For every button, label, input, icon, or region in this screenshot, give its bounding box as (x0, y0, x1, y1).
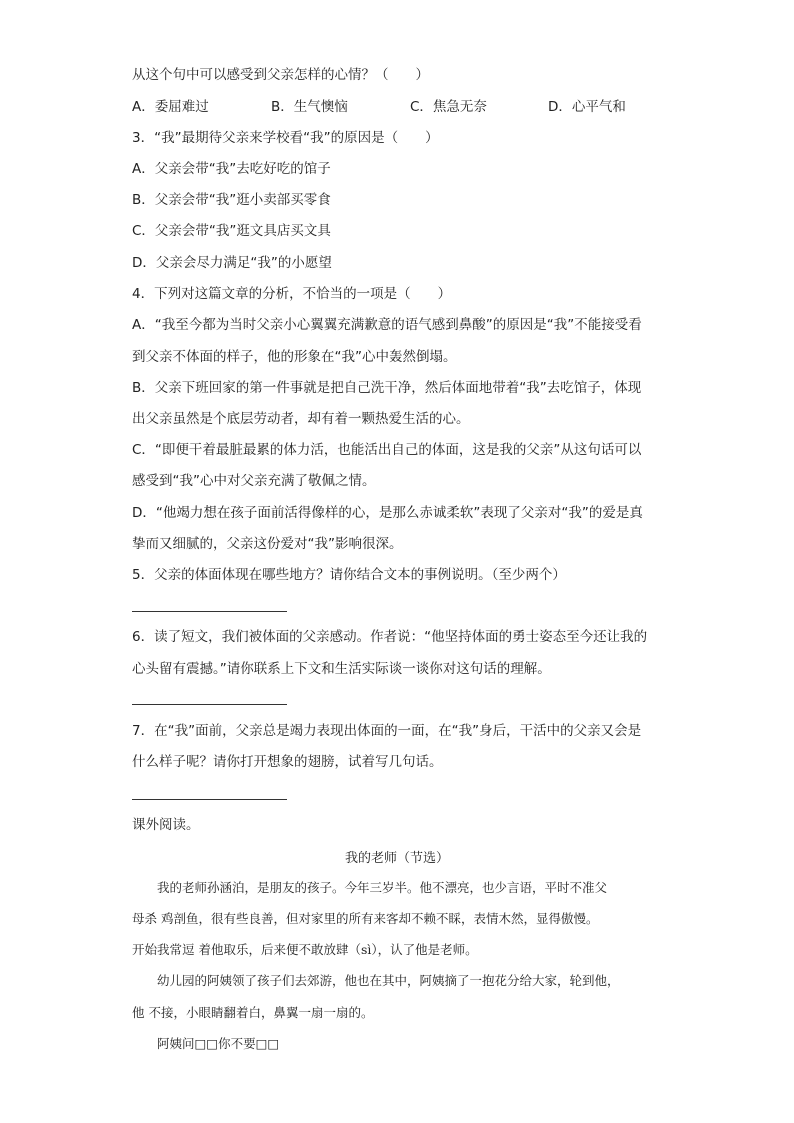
q7-stem-cont: 什么样子呢？请你打开想象的翅膀，试着写几句话。 (132, 754, 443, 770)
story-title: 我的老师（节选） (344, 851, 449, 866)
q2-stem: 从这个句中可以感受到父亲怎样的心情？（ ） (132, 67, 429, 83)
q3-option-b[interactable]: B．父亲会带“我”逛小卖部买零食 (132, 192, 331, 208)
q4-option-a[interactable]: A．“我至今都为当时父亲小心翼翼充满歉意的语气感到鼻酸”的原因是“我”不能接受看 (132, 317, 642, 333)
section-heading: 课外阅读。 (132, 817, 200, 833)
q3-option-a[interactable]: A．父亲会带“我”去吃好吃的馆子 (132, 161, 331, 177)
q3-option-c[interactable]: C．父亲会带“我”逛文具店买文具 (132, 223, 331, 239)
q4-option-b[interactable]: B．父亲下班回家的第一件事就是把自己洗干净，然后体面地带着“我”去吃馆子，体现 (132, 380, 642, 396)
q2-option-b[interactable]: B．生气懊恼 (271, 99, 348, 115)
story-paragraph-1-line-2: 母杀 鸡剖鱼，很有些良善，但对家里的所有来客却不赖不睬，表情木然，显得傲慢。 (132, 911, 599, 926)
q7-answer-line[interactable] (132, 799, 287, 800)
q4-stem: 4．下列对这篇文章的分析，不恰当的一项是（ ） (132, 286, 452, 302)
story-paragraph-1-line-1: 我的老师孙涵泊，是朋友的孩子。今年三岁半。他不漂亮，也少言语，平时不准父 (132, 880, 608, 895)
q7-stem: 7．在“我”面前，父亲总是竭力表现出体面的一面，在“我”身后，干活中的父亲又会是 (132, 723, 642, 739)
q5-answer-line[interactable] (132, 611, 287, 612)
q2-option-c[interactable]: C．焦急无奈 (410, 99, 487, 115)
q6-stem: 6．读了短文，我们被体面的父亲感动。作者说：“他坚持体面的勇士姿态至今还让我的 (132, 629, 648, 645)
q3-option-d[interactable]: D．父亲会尽力满足“我”的小愿望 (132, 255, 332, 271)
q6-answer-line[interactable] (132, 704, 287, 705)
q3-stem: 3．“我”最期待父亲来学校看“我”的原因是（ ） (132, 130, 439, 146)
q6-stem-cont: 心头留有震撼。”请你联系上下文和生活实际谈一谈你对这句话的理解。 (132, 661, 551, 677)
q4-option-c[interactable]: C．“即便干着最脏最累的体力活，也能活出自己的体面，这是我的父亲”从这句话可以 (132, 442, 642, 458)
q4-option-a-cont: 到父亲不体面的样子，他的形象在“我”心中轰然倒塌。 (132, 349, 457, 365)
q4-option-b-cont: 出父亲虽然是个底层劳动者，却有着一颗热爱生活的心。 (132, 411, 470, 427)
q4-option-c-cont: 感受到“我”心中对父亲充满了敬佩之情。 (132, 473, 376, 489)
story-paragraph-1-line-3: 开始我常逗 着他取乐，后来便不敢放肆（sì），认了他是老师。 (132, 942, 478, 957)
q5-stem: 5．父亲的体面体现在哪些地方？请你结合文本的事例说明。（至少两个） (132, 567, 566, 583)
story-paragraph-3-line-1: 阿姨问□□你不要□□ (132, 1036, 280, 1051)
q4-option-d[interactable]: D．“他竭力想在孩子面前活得像样的心，是那么赤诚柔软”表现了父亲对“我”的爱是真 (132, 505, 643, 521)
q2-option-d[interactable]: D．心平气和 (548, 99, 626, 115)
q4-option-d-cont: 挚而又细腻的，父亲这份爱对“我”影响很深。 (132, 536, 403, 552)
story-paragraph-2-line-1: 幼儿园的阿姨领了孩子们去郊游，他也在其中，阿姨摘了一抱花分给大家，轮到他， (132, 973, 620, 988)
story-paragraph-2-line-2: 他 不接，小眼睛翻着白，鼻翼一扇一扇的。 (132, 1005, 374, 1020)
q2-option-a[interactable]: A．委屈难过 (132, 99, 209, 115)
q2-options (132, 97, 692, 117)
